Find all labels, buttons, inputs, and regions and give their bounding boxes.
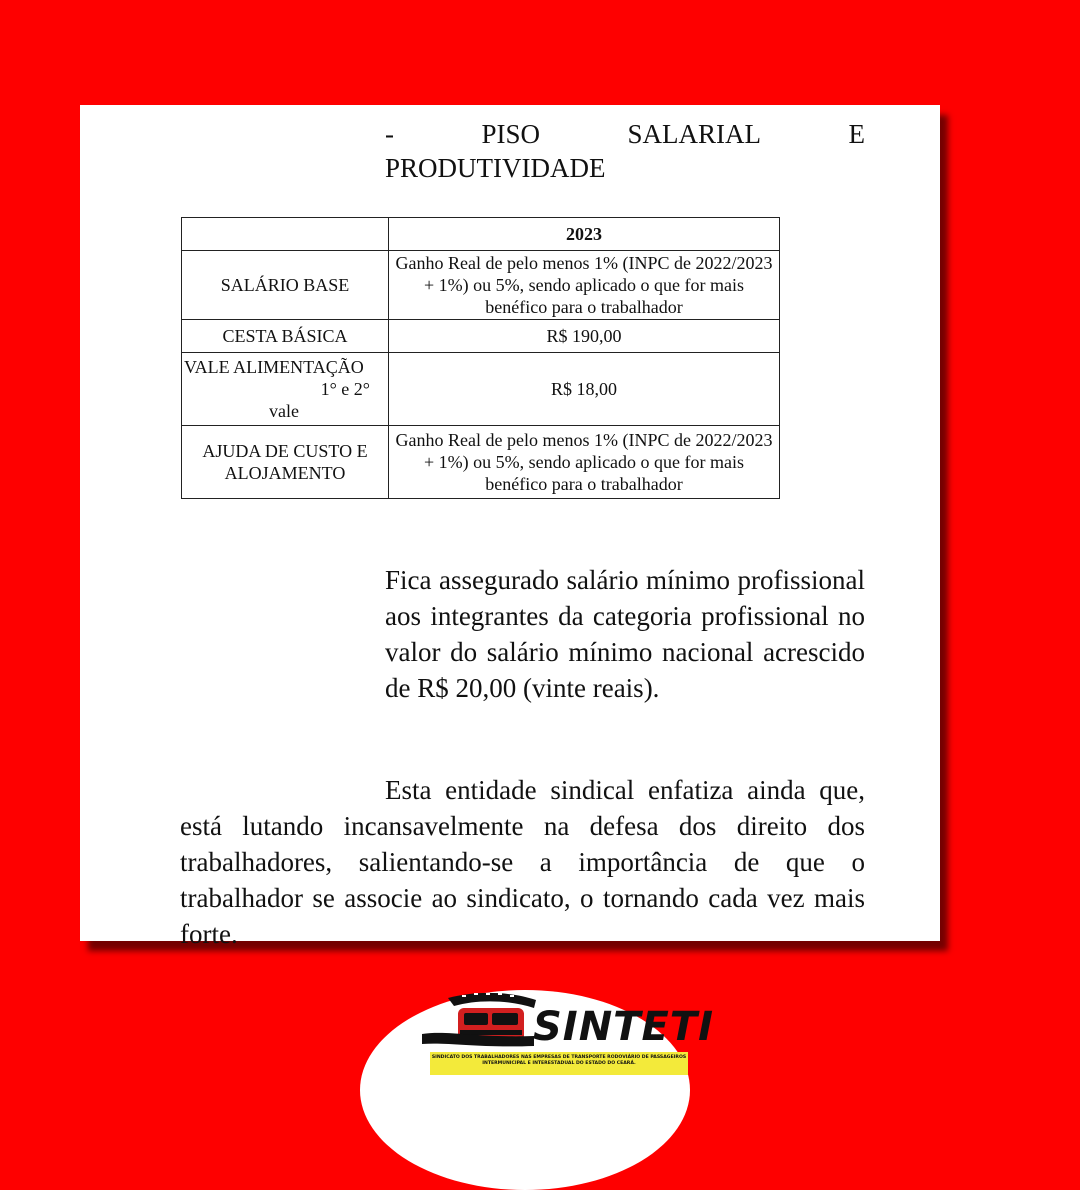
table-row (182, 320, 780, 353)
vale-label-line-3: vale (269, 401, 299, 421)
bus-road-icon (418, 990, 538, 1052)
heading-dash: - (385, 119, 394, 149)
row-label-vale-alimentacao (182, 353, 389, 426)
paragraph-entidade-sindical: Esta entidade sindical enfatiza ainda que, está lutando incansavelmente na defesa dos direito dos trabalhadores, salientando-se a importância de que o trabalhador se associe ao sindicato, o tornando cada vez mais forte. (180, 775, 865, 949)
row-value-salario-base: Ganho Real de pelo menos 1% (INPC de 2022/2023 + 1%) ou 5%, sendo aplicado o que for mais benéfico para o trabalhador (389, 251, 780, 320)
row-value-ajuda-de-custo: Ganho Real de pelo menos 1% (INPC de 2022/2023 + 1%) ou 5%, sendo aplicado o que for mais benéfico para o trabalhador (389, 426, 780, 499)
logo-subtitle: SINDICATO DOS TRABALHADORES NAS EMPRESAS DE TRANSPORTE RODOVIÁRIO DE PASSAGEIROS INTERMUNICIPAL E INTERESTADUAL DO ESTADO DO CEARÁ. (430, 1052, 688, 1075)
salary-table (181, 217, 780, 499)
document-page (80, 105, 940, 949)
vale-label-line-1: VALE ALIMENTAÇÃO (184, 357, 364, 377)
row-label-salario-base: SALÁRIO BASE (182, 251, 389, 320)
section-heading (385, 117, 865, 185)
heading-word-salarial: SALARIAL (627, 119, 761, 149)
table-header-year: 2023 (389, 218, 780, 251)
row-value-vale-alimentacao: R$ 18,00 (389, 353, 780, 426)
sinteti-logo (418, 990, 714, 1080)
heading-word-piso: PISO (481, 119, 541, 149)
logo-name: SINTETI (533, 1004, 714, 1050)
row-value-cesta-basica: R$ 190,00 (389, 320, 780, 353)
table-row (182, 426, 780, 499)
paragraph-salario-minimo: Fica assegurado salário mínimo profissional aos integrantes da categoria profissional no valor do salário mínimo nacional acrescido de R$ 20,00 (vinte reais). (385, 565, 865, 703)
table-header-row (182, 218, 780, 251)
vale-label-line-2: 1° e 2° (320, 379, 370, 399)
heading-word-e: E (848, 119, 865, 149)
table-row (182, 251, 780, 320)
row-label-cesta-basica: CESTA BÁSICA (182, 320, 389, 353)
row-label-ajuda-de-custo: AJUDA DE CUSTO E ALOJAMENTO (182, 426, 389, 499)
table-row (182, 353, 780, 426)
heading-line-2: PRODUTIVIDADE (385, 153, 606, 183)
table-header-empty-cell (182, 218, 389, 251)
